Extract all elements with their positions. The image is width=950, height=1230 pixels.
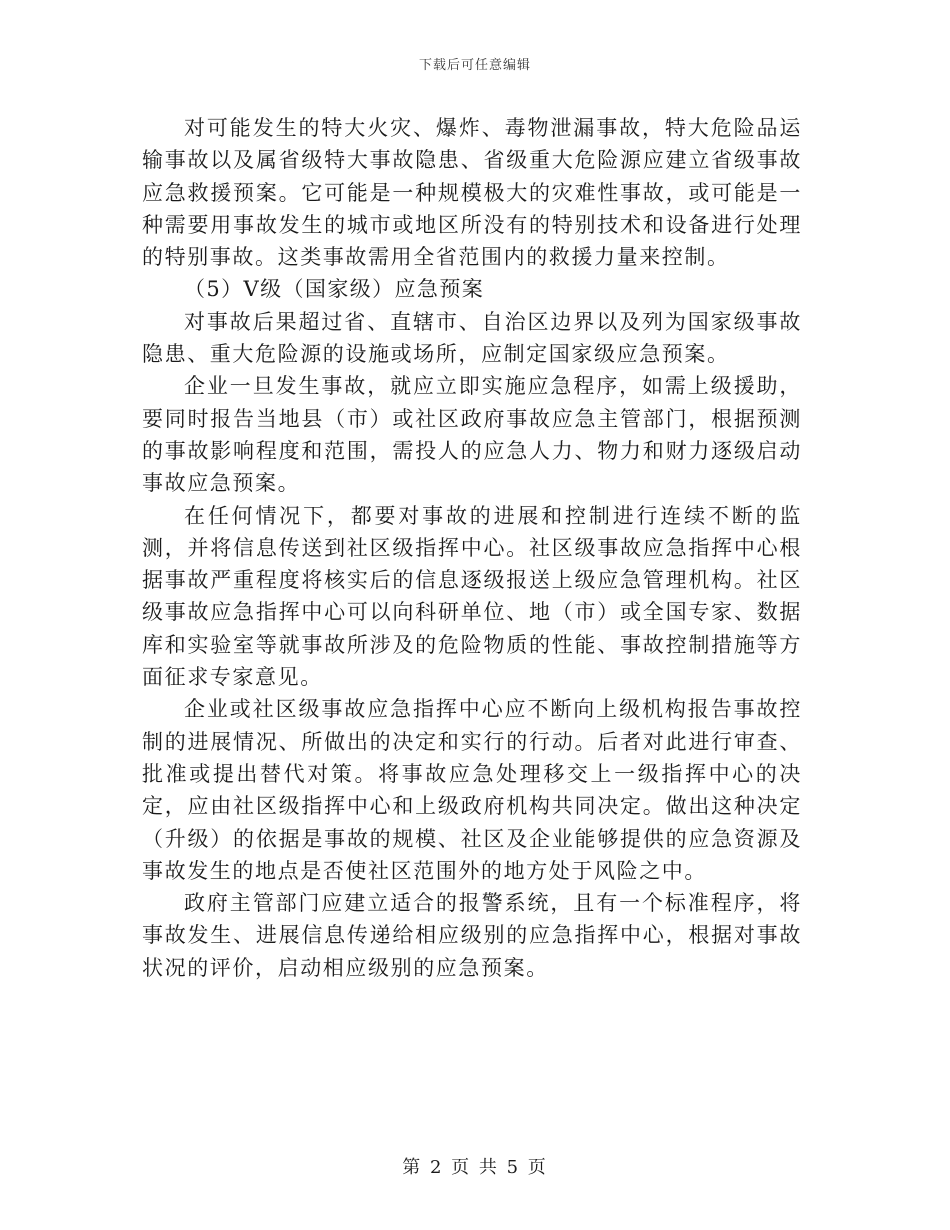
- section-heading-national-level: （5）Ⅴ级（国家级）应急预案: [184, 277, 485, 302]
- page-number: 第 2 页 共 5 页: [402, 1157, 548, 1178]
- paragraph-national-plan: 对事故后果超过省、直辖市、自治区边界以及列为国家级事故隐患、重大危险源的设施或场所，应制定国家级应急预案。: [142, 309, 802, 367]
- document-body: [142, 112, 802, 984]
- paragraph-monitoring: 在任何情况下，都要对事故的进展和控制进行连续不断的监测，并将信息传送到社区级指挥中心。社区级事故应急指挥中心根据事故严重程度将核实后的信息逐级报送上级应急管理机构。社区级事故应急指挥中心可以向科研单位、地（市）或全国专家、数据库和实验室等就事故所涉及的危险物质的性能、事故控制措施等方面征求专家意见。: [142, 503, 802, 690]
- paragraph-enterprise-response: 企业一旦发生事故，就应立即实施应急程序，如需上级援助，要同时报告当地县（市）或社区政府事故应急主管部门，根据预测的事故影响程度和范围，需投人的应急人力、物力和财力逐级启动事故应急预案。: [142, 374, 802, 496]
- paragraph-escalation: 企业或社区级事故应急指挥中心应不断向上级机构报告事故控制的进展情况、所做出的决定和实行的行动。后者对此进行审查、批准或提出替代对策。将事故应急处理移交上一级指挥中心的决定，应由社区级指挥中心和上级政府机构共同决定。做出这种决定（升级）的依据是事故的规模、社区及企业能够提供的应急资源及事故发生的地点是否使社区范围外的地方处于风险之中。: [142, 697, 802, 883]
- paragraph-provincial-plan: 对可能发生的特大火灾、爆炸、毒物泄漏事故，特大危险品运输事故以及属省级特大事故隐患、省级重大危险源应建立省级事故应急救援预案。它可能是一种规模极大的灾难性事故，或可能是一种需要用事故发生的城市或地区所没有的特别技术和设备进行处理的特别事故。这类事故需用全省范围内的救援力量来控制。: [142, 116, 802, 270]
- paragraph-alarm-system: 政府主管部门应建立适合的报警系统，且有一个标准程序，将事故发生、进展信息传递给相应级别的应急指挥中心，根据对事故状况的评价，启动相应级别的应急预案。: [142, 891, 802, 980]
- header-note: 下载后可任意编辑: [418, 58, 531, 73]
